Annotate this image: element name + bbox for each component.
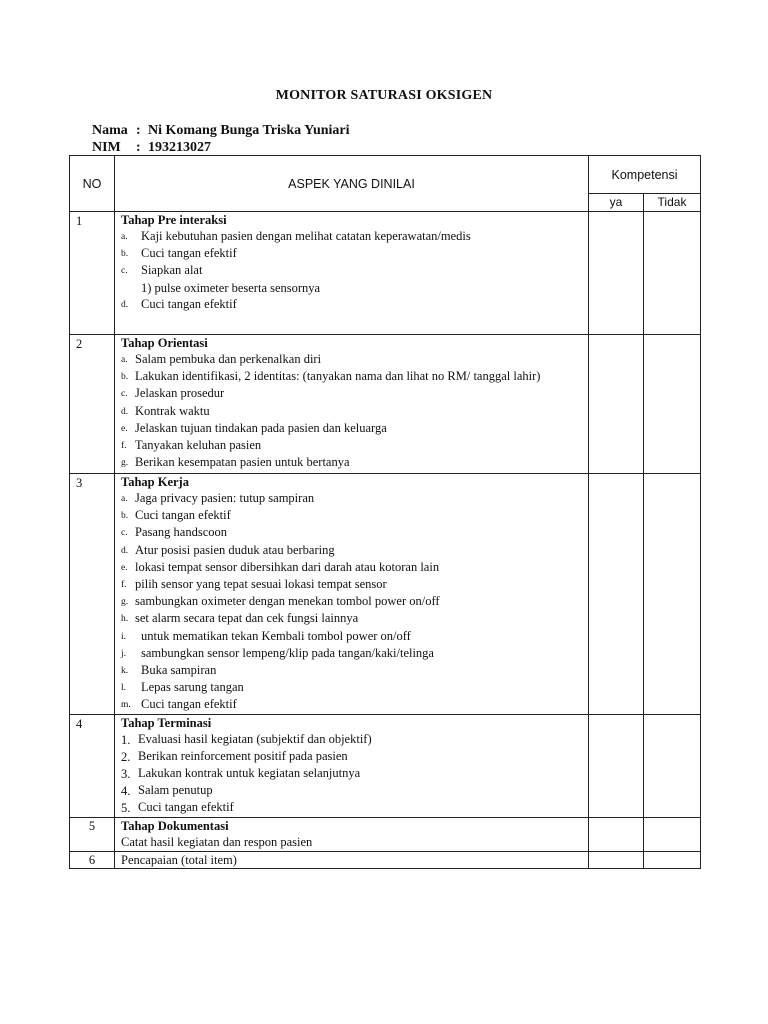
- assessment-table: [69, 155, 701, 869]
- item-marker: m.: [121, 700, 131, 711]
- list-item: [121, 765, 582, 782]
- tidak-cell: [644, 714, 701, 817]
- item-marker: 2.: [121, 749, 131, 764]
- item-text: Cuci tangan efektif: [138, 800, 234, 815]
- item-marker: 5.: [121, 801, 131, 816]
- item-text: Cuci tangan efektif: [141, 246, 237, 261]
- list-item: [121, 490, 582, 507]
- list-item: [121, 576, 582, 593]
- list-item: [121, 593, 582, 610]
- item-text: Berikan reinforcement positif pada pasien: [138, 748, 348, 763]
- list-item: [121, 696, 582, 713]
- item-text: Lakukan identifikasi, 2 identitas: (tanyakan nama dan lihat no RM/ tanggal lahir): [135, 369, 541, 384]
- section-number: 4: [70, 714, 115, 817]
- item-marker: h.: [121, 614, 129, 625]
- item-marker: 3.: [121, 767, 131, 782]
- item-text: Salam penutup: [138, 783, 213, 798]
- tidak-cell: [644, 474, 701, 715]
- item-text: Cuci tangan efektif: [141, 697, 237, 712]
- section-number: 2: [70, 335, 115, 474]
- list-item: [121, 403, 582, 420]
- item-text: Jelaskan tujuan tindakan pada pasien dan keluarga: [135, 420, 387, 435]
- item-text: Buka sampiran: [141, 663, 217, 678]
- list-subitem: 1) pulse oximeter beserta sensornya: [141, 280, 321, 295]
- item-marker: d.: [121, 299, 129, 310]
- section-number: 1: [70, 212, 115, 335]
- tidak-cell: [644, 817, 701, 851]
- list-item: [121, 385, 582, 402]
- list-item: [121, 748, 582, 765]
- list-item: [121, 420, 582, 437]
- section-content: [115, 212, 589, 335]
- item-marker: b.: [121, 372, 129, 383]
- item-text: Kontrak waktu: [135, 403, 210, 418]
- name-separator: :: [136, 123, 141, 138]
- nim-label: NIM: [92, 140, 121, 155]
- item-text: Lepas sarung tangan: [141, 680, 244, 695]
- list-item: [121, 662, 582, 679]
- list-item: [121, 296, 582, 313]
- list-item: [121, 351, 582, 368]
- student-identity: [92, 122, 350, 156]
- section-row-terminasi: [70, 714, 701, 817]
- header-ya: ya: [589, 194, 644, 212]
- section-content: [115, 474, 589, 715]
- item-marker: g.: [121, 458, 129, 469]
- section-number: 3: [70, 474, 115, 715]
- header-row: [70, 156, 701, 194]
- section-content: [115, 335, 589, 474]
- ya-cell: [589, 714, 644, 817]
- tidak-cell: [644, 851, 701, 868]
- list-item: [121, 228, 582, 245]
- section-title: Tahap Orientasi: [121, 336, 208, 350]
- section-title: Tahap Terminasi: [121, 715, 212, 730]
- tidak-cell: [644, 212, 701, 335]
- name-label: Nama: [92, 123, 128, 138]
- item-text: Lakukan kontrak untuk kegiatan selanjutnya: [138, 766, 361, 781]
- list-item: [121, 542, 582, 559]
- list-item: [121, 368, 582, 385]
- item-marker: l.: [121, 683, 127, 694]
- item-text: lokasi tempat sensor dibersihkan dari darah atau kotoran lain: [135, 559, 440, 574]
- item-marker: b.: [121, 511, 129, 522]
- item-marker: i.: [121, 631, 127, 642]
- item-text: Kaji kebutuhan pasien dengan melihat catatan keperawatan/medis: [141, 229, 471, 243]
- nim-value: 193213027: [148, 140, 211, 155]
- ya-cell: [589, 212, 644, 335]
- item-text: set alarm secara tepat dan cek fungsi lainnya: [135, 611, 359, 626]
- name-row: [92, 122, 350, 139]
- list-item: [121, 454, 582, 471]
- ya-cell: [589, 817, 644, 851]
- section-number: 6: [70, 851, 115, 868]
- section-title: Tahap Pre interaksi: [121, 213, 227, 227]
- nim-separator: :: [136, 140, 141, 155]
- list-item: [121, 799, 582, 816]
- section-content: [115, 714, 589, 817]
- tidak-cell: [644, 335, 701, 474]
- item-text: Atur posisi pasien duduk atau berbaring: [135, 542, 335, 557]
- item-marker: c.: [121, 389, 128, 400]
- item-marker: f.: [121, 441, 127, 452]
- header-kompetensi: Kompetensi: [589, 156, 701, 194]
- item-text: Cuci tangan efektif: [135, 508, 231, 523]
- document-title: MONITOR SATURASI OKSIGEN: [275, 88, 493, 103]
- list-item: [121, 507, 582, 524]
- item-marker: e.: [121, 423, 128, 434]
- item-text: Siapkan alat: [141, 263, 203, 278]
- item-text: sambungkan oximeter dengan menekan tombol power on/off: [135, 594, 440, 609]
- list-item: [121, 610, 582, 627]
- list-item: [121, 437, 582, 454]
- item-text: Tanyakan keluhan pasien: [135, 438, 262, 453]
- item-marker: c.: [121, 266, 128, 277]
- section-title: Tahap Dokumentasi: [121, 818, 229, 833]
- ya-cell: [589, 335, 644, 474]
- item-text: Jaga privacy pasien: tutup sampiran: [135, 491, 315, 505]
- item-marker: b.: [121, 249, 129, 260]
- list-item: [121, 679, 582, 696]
- ya-cell: [589, 474, 644, 715]
- list-item: [121, 524, 582, 541]
- item-text: Salam pembuka dan perkenalkan diri: [135, 352, 322, 366]
- section-row-orientasi: [70, 335, 701, 474]
- item-marker: a.: [121, 494, 128, 504]
- item-marker: j.: [121, 648, 127, 659]
- list-item: [121, 628, 582, 645]
- item-marker: a.: [121, 232, 128, 242]
- section-row-pre-interaksi: [70, 212, 701, 335]
- list-item: [121, 245, 582, 262]
- header-aspek: ASPEK YANG DINILAI: [115, 156, 589, 212]
- section-row-kerja: [70, 474, 701, 715]
- item-text: pilih sensor yang tepat sesuai lokasi tempat sensor: [135, 577, 387, 592]
- item-text: sambungkan sensor lempeng/klip pada tangan/kaki/telinga: [141, 645, 434, 660]
- item-text: Evaluasi hasil kegiatan (subjektif dan objektif): [138, 731, 372, 746]
- list-item: [121, 262, 582, 279]
- header-tidak: Tidak: [644, 194, 701, 212]
- item-text: Pasang handscoon: [135, 525, 227, 540]
- section-row-pencapaian: [70, 851, 701, 868]
- name-value: Ni Komang Bunga Triska Yuniari: [148, 123, 350, 138]
- item-marker: f.: [121, 580, 127, 591]
- item-marker: k.: [121, 666, 129, 677]
- list-item: [121, 782, 582, 799]
- item-marker: c.: [121, 528, 128, 539]
- list-item: [121, 731, 582, 748]
- item-marker: 1.: [121, 732, 131, 747]
- section-number: 5: [70, 817, 115, 851]
- item-text: Jelaskan prosedur: [135, 386, 225, 401]
- section-content: [115, 817, 589, 851]
- item-marker: 4.: [121, 784, 131, 799]
- item-marker: e.: [121, 562, 128, 573]
- section-text: Pencapaian (total item): [121, 852, 237, 867]
- header-no: NO: [70, 156, 115, 212]
- item-marker: a.: [121, 355, 128, 365]
- section-text: Catat hasil kegiatan dan respon pasien: [121, 834, 313, 849]
- nim-row: [92, 139, 350, 156]
- item-marker: g.: [121, 597, 129, 608]
- ya-cell: [589, 851, 644, 868]
- item-marker: d.: [121, 545, 129, 556]
- section-row-dokumentasi: [70, 817, 701, 851]
- item-marker: d.: [121, 406, 129, 417]
- list-item: [121, 645, 582, 662]
- section-content: [115, 851, 589, 868]
- item-text: Berikan kesempatan pasien untuk bertanya: [135, 455, 350, 470]
- item-text: untuk mematikan tekan Kembali tombol power on/off: [141, 628, 411, 643]
- list-item: [121, 559, 582, 576]
- item-text: Cuci tangan efektif: [141, 296, 237, 311]
- section-title: Tahap Kerja: [121, 475, 189, 489]
